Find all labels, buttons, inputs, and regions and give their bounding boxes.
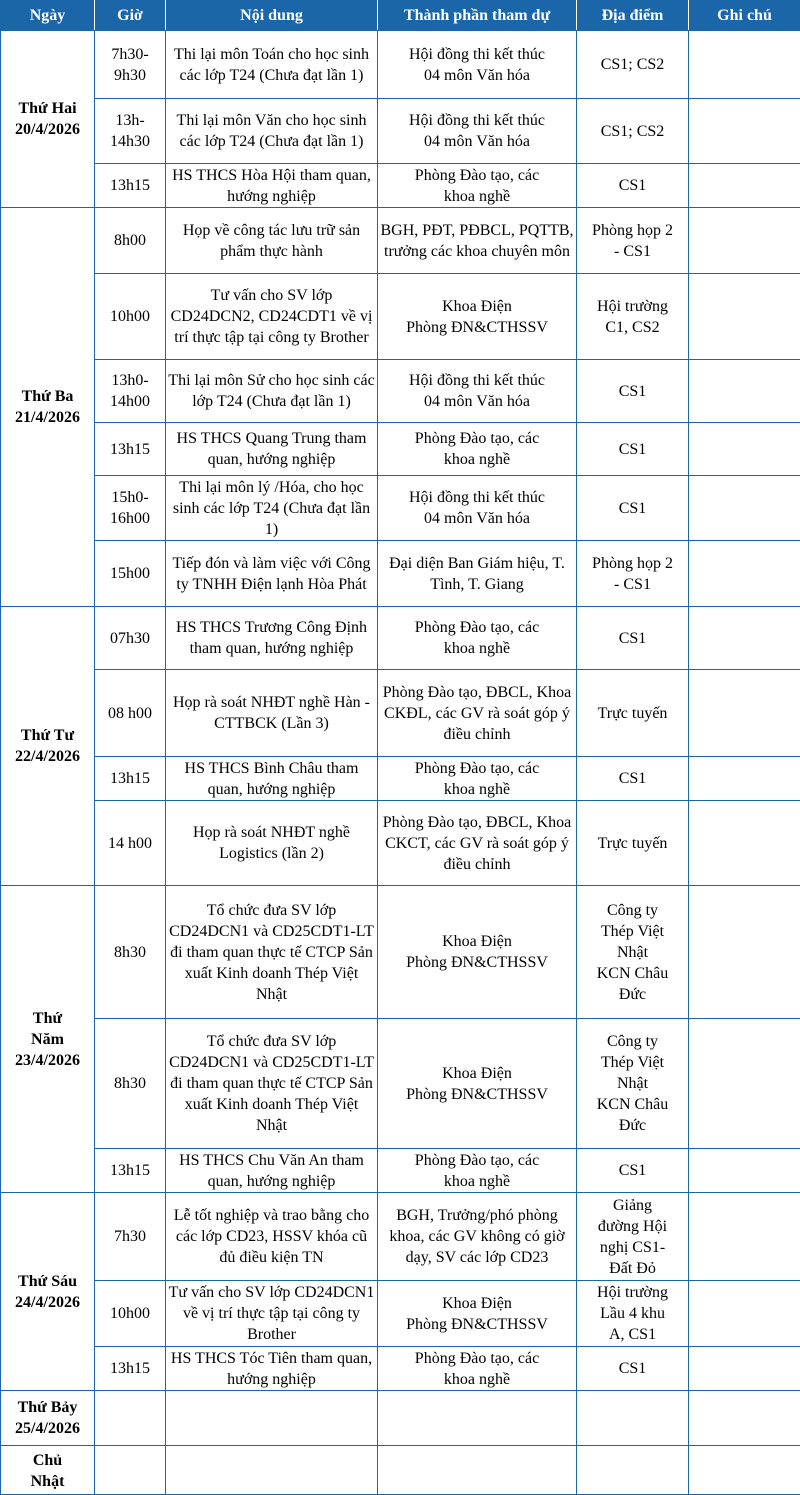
content-cell: HS THCS Trương Công Định tham quan, hướng nghiệp [166, 607, 378, 670]
day-cell: Thứ Tư 22/4/2026 [1, 607, 95, 886]
content-cell: Thi lại môn Sử cho học sinh các lớp T24 (Chưa đạt lần 1) [166, 360, 378, 423]
note-cell [689, 208, 800, 274]
time-cell: 13h15 [95, 164, 166, 208]
header-dia-diem: Địa điểm [577, 1, 689, 31]
participants-cell: Phòng Đào tạo, các khoa nghề [378, 164, 577, 208]
location-cell: Công ty Thép Việt Nhật KCN Châu Đức [577, 886, 689, 1019]
table-row [1, 274, 800, 360]
participants-cell: BGH, PĐT, PĐBCL, PQTTB, trưởng các khoa chuyên môn [378, 208, 577, 274]
time-cell: 08 h00 [95, 670, 166, 757]
participants-cell [378, 1446, 577, 1495]
content-cell: Tư vấn cho SV lớp CD24DCN2, CD24CDT1 về vị trí thực tập tại công ty Brother [166, 274, 378, 360]
note-cell [689, 886, 800, 1019]
table-row [1, 476, 800, 541]
note-cell [689, 423, 800, 476]
time-cell: 13h15 [95, 757, 166, 801]
header-thanh-phan: Thành phần tham dự [378, 1, 577, 31]
time-cell [95, 1446, 166, 1495]
participants-cell: BGH, Trưởng/phó phòng khoa, các GV không có giờ dạy, SV các lớp CD23 [378, 1193, 577, 1281]
content-cell: HS THCS Hòa Hội tham quan, hướng nghiệp [166, 164, 378, 208]
content-cell: Thi lại môn Toán cho học sinh các lớp T24 (Chưa đạt lần 1) [166, 31, 378, 99]
participants-cell: Hội đồng thi kết thúc 04 môn Văn hóa [378, 476, 577, 541]
table-row [1, 1391, 800, 1446]
table-row [1, 1193, 800, 1281]
time-cell: 8h30 [95, 1019, 166, 1149]
table-row [1, 423, 800, 476]
participants-cell: Phòng Đào tạo, ĐBCL, Khoa CKĐL, các GV rà soát góp ý điều chỉnh [378, 670, 577, 757]
participants-cell: Phòng Đào tạo, các khoa nghề [378, 1149, 577, 1193]
header-gio: Giờ [95, 1, 166, 31]
time-cell: 07h30 [95, 607, 166, 670]
location-cell: CS1; CS2 [577, 31, 689, 99]
time-cell: 14 h00 [95, 801, 166, 886]
header-ngay: Ngày [1, 1, 95, 31]
location-cell: Hội trường C1, CS2 [577, 274, 689, 360]
participants-cell: Khoa Điện Phòng ĐN&CTHSSV [378, 274, 577, 360]
note-cell [689, 476, 800, 541]
location-cell: Trực tuyến [577, 670, 689, 757]
note-cell [689, 1391, 800, 1446]
note-cell [689, 801, 800, 886]
note-cell [689, 164, 800, 208]
day-cell: Thứ Ba 21/4/2026 [1, 208, 95, 607]
content-cell: HS THCS Tóc Tiên tham quan, hướng nghiệp [166, 1347, 378, 1391]
note-cell [689, 1281, 800, 1347]
table-row [1, 801, 800, 886]
location-cell: CS1 [577, 1149, 689, 1193]
participants-cell: Hội đồng thi kết thúc 04 môn Văn hóa [378, 99, 577, 164]
note-cell [689, 99, 800, 164]
note-cell [689, 757, 800, 801]
day-cell [1, 1446, 95, 1495]
location-cell: Phòng họp 2 - CS1 [577, 541, 689, 607]
note-cell [689, 1446, 800, 1495]
day-cell: Thứ Bảy 25/4/2026 [1, 1391, 95, 1446]
content-cell: HS THCS Bình Châu tham quan, hướng nghiệp [166, 757, 378, 801]
table-row [1, 208, 800, 274]
content-cell: Họp rà soát NHĐT nghề Hàn -CTTBCK (Lần 3) [166, 670, 378, 757]
day-cell: Thứ Sáu 24/4/2026 [1, 1193, 95, 1391]
time-cell: 7h30- 9h30 [95, 31, 166, 99]
content-cell [166, 1391, 378, 1446]
location-cell: CS1 [577, 360, 689, 423]
location-cell: Công ty Thép Việt Nhật KCN Châu Đức [577, 1019, 689, 1149]
table-row [1, 1281, 800, 1347]
table-row [1, 360, 800, 423]
note-cell [689, 607, 800, 670]
location-cell [577, 1391, 689, 1446]
day-cell: Thứ Hai 20/4/2026 [1, 31, 95, 208]
table-row [1, 164, 800, 208]
note-cell [689, 31, 800, 99]
time-cell: 13h15 [95, 423, 166, 476]
time-cell: 8h30 [95, 886, 166, 1019]
header-noi-dung: Nội dung [166, 1, 378, 31]
participants-cell: Khoa Điện Phòng ĐN&CTHSSV [378, 886, 577, 1019]
time-cell: 15h00 [95, 541, 166, 607]
content-cell: Tổ chức đưa SV lớp CD24DCN1 và CD25CDT1-LT đi tham quan thực tế CTCP Sản xuất Kinh doanh Thép Việt Nhật [166, 1019, 378, 1149]
table-row [1, 541, 800, 607]
content-cell [166, 1446, 378, 1495]
location-cell: CS1 [577, 757, 689, 801]
note-cell [689, 360, 800, 423]
participants-cell: Khoa Điện Phòng ĐN&CTHSSV [378, 1281, 577, 1347]
location-cell: Giảng đường Hội nghị CS1- Đất Đỏ [577, 1193, 689, 1281]
content-cell: HS THCS Quang Trung tham quan, hướng nghiệp [166, 423, 378, 476]
time-cell: 7h30 [95, 1193, 166, 1281]
content-cell: Thi lại môn lý /Hóa, cho học sinh các lớp T24 (Chưa đạt lần 1) [166, 476, 378, 541]
location-cell: CS1 [577, 1347, 689, 1391]
location-cell: Trực tuyến [577, 801, 689, 886]
time-cell: 13h15 [95, 1347, 166, 1391]
time-cell: 15h0- 16h00 [95, 476, 166, 541]
note-cell [689, 274, 800, 360]
header-row [1, 1, 800, 31]
location-cell: CS1 [577, 476, 689, 541]
content-cell: Tư vấn cho SV lớp CD24DCN1 về vị trí thực tập tại công ty Brother [166, 1281, 378, 1347]
note-cell [689, 1149, 800, 1193]
table-row [1, 31, 800, 99]
table-row [1, 1446, 800, 1495]
content-cell: HS THCS Chu Văn An tham quan, hướng nghiệp [166, 1149, 378, 1193]
note-cell [689, 541, 800, 607]
participants-cell: Hội đồng thi kết thúc 04 môn Văn hóa [378, 31, 577, 99]
day-label: Chủ Nhật [3, 1446, 92, 1494]
content-cell: Lễ tốt nghiệp và trao bằng cho các lớp CD23, HSSV khóa cũ đủ điều kiện TN [166, 1193, 378, 1281]
header-ghi-chu: Ghi chú [689, 1, 800, 31]
time-cell: 10h00 [95, 1281, 166, 1347]
note-cell [689, 1019, 800, 1149]
table-row [1, 1019, 800, 1149]
participants-cell: Phòng Đào tạo, các khoa nghề [378, 1347, 577, 1391]
location-cell: CS1 [577, 164, 689, 208]
location-cell: Hội trường Lầu 4 khu A, CS1 [577, 1281, 689, 1347]
time-cell: 13h0- 14h00 [95, 360, 166, 423]
participants-cell: Khoa Điện Phòng ĐN&CTHSSV [378, 1019, 577, 1149]
location-cell: Phòng họp 2 - CS1 [577, 208, 689, 274]
participants-cell [378, 1391, 577, 1446]
content-cell: Thi lại môn Văn cho học sinh các lớp T24 (Chưa đạt lần 1) [166, 99, 378, 164]
note-cell [689, 1193, 800, 1281]
note-cell [689, 1347, 800, 1391]
location-cell: CS1; CS2 [577, 99, 689, 164]
table-row [1, 1347, 800, 1391]
time-cell: 13h- 14h30 [95, 99, 166, 164]
table-row [1, 886, 800, 1019]
time-cell: 10h00 [95, 274, 166, 360]
schedule-body [1, 31, 800, 1495]
time-cell [95, 1391, 166, 1446]
participants-cell: Phòng Đào tạo, ĐBCL, Khoa CKCT, các GV rà soát góp ý điều chỉnh [378, 801, 577, 886]
participants-cell: Phòng Đào tạo, các khoa nghề [378, 757, 577, 801]
time-cell: 8h00 [95, 208, 166, 274]
time-cell: 13h15 [95, 1149, 166, 1193]
participants-cell: Phòng Đào tạo, các khoa nghề [378, 423, 577, 476]
content-cell: Họp về công tác lưu trữ sản phẩm thực hành [166, 208, 378, 274]
content-cell: Tổ chức đưa SV lớp CD24DCN1 và CD25CDT1-LT đi tham quan thực tế CTCP Sản xuất Kinh doanh Thép Việt Nhật [166, 886, 378, 1019]
day-cell: Thứ Năm 23/4/2026 [1, 886, 95, 1193]
location-cell: CS1 [577, 607, 689, 670]
location-cell: CS1 [577, 423, 689, 476]
participants-cell: Phòng Đào tạo, các khoa nghề [378, 607, 577, 670]
table-row [1, 607, 800, 670]
table-row [1, 99, 800, 164]
note-cell [689, 670, 800, 757]
content-cell: Tiếp đón và làm việc với Công ty TNHH Điện lạnh Hòa Phát [166, 541, 378, 607]
table-row [1, 757, 800, 801]
content-cell: Họp rà soát NHĐT nghề Logistics (lần 2) [166, 801, 378, 886]
location-cell [577, 1446, 689, 1495]
table-row [1, 670, 800, 757]
table-row [1, 1149, 800, 1193]
participants-cell: Hội đồng thi kết thúc 04 môn Văn hóa [378, 360, 577, 423]
participants-cell: Đại diện Ban Giám hiệu, T. Tình, T. Giang [378, 541, 577, 607]
